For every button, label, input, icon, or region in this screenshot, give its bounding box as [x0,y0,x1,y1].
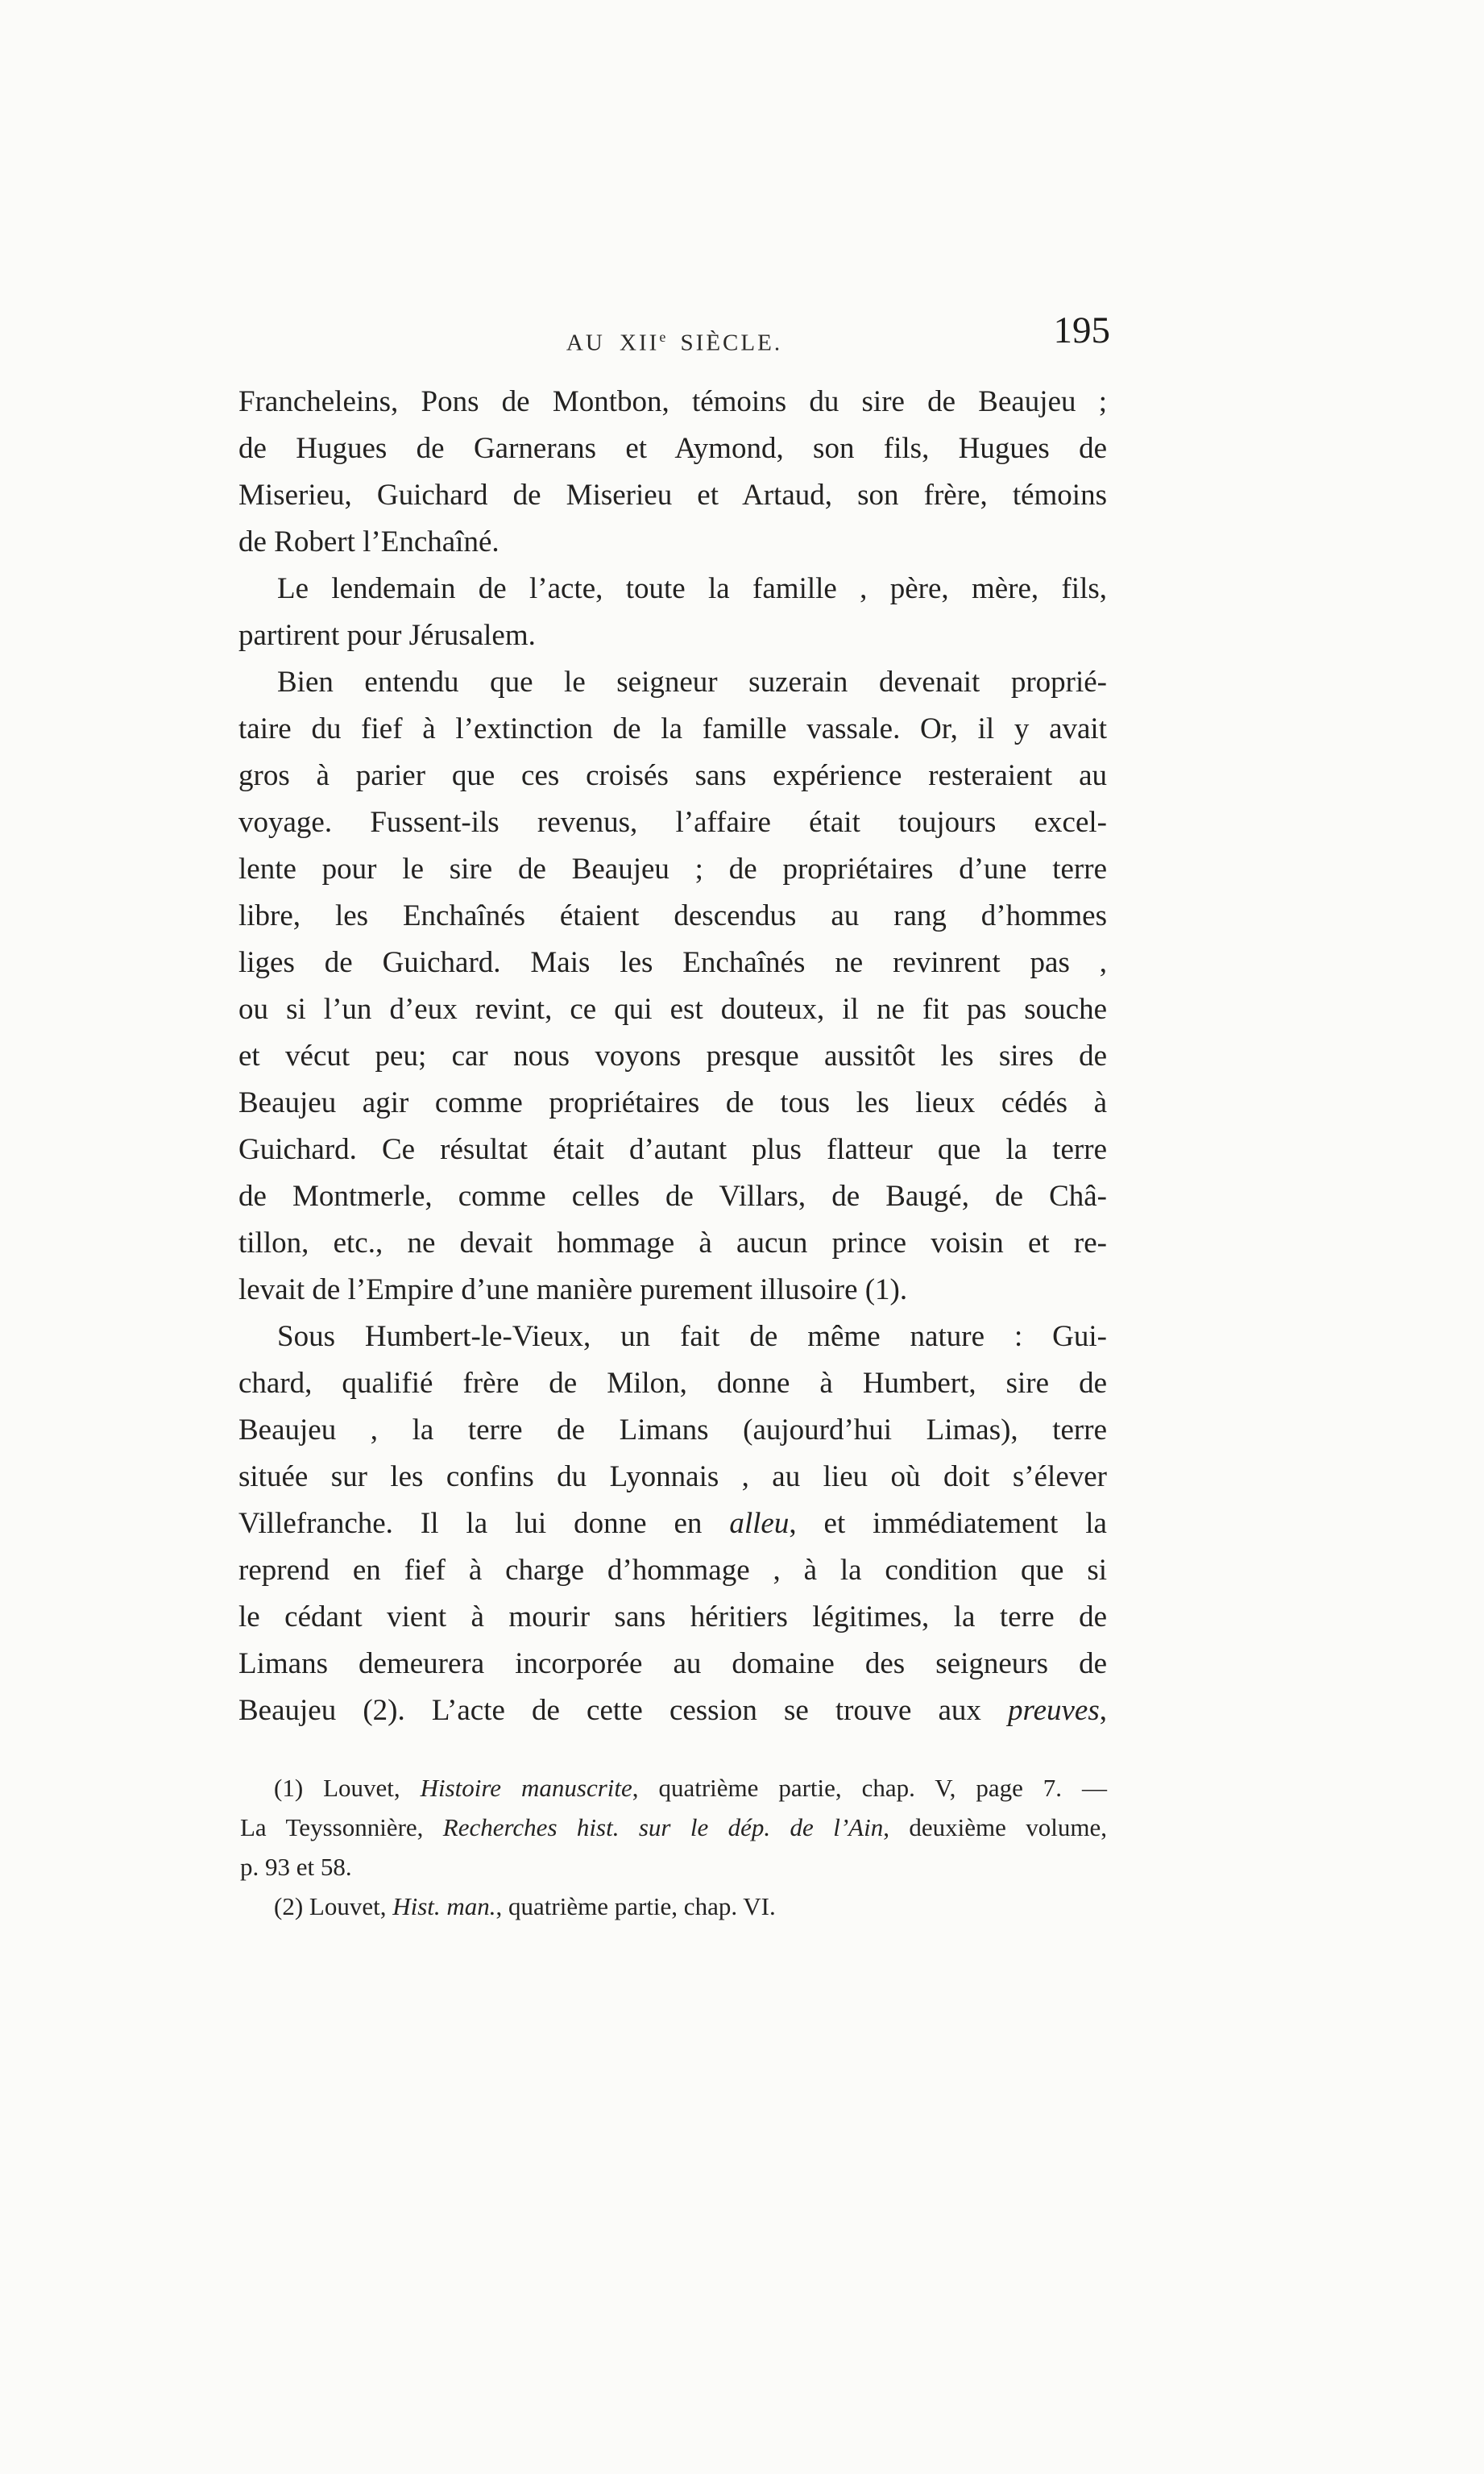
text-segment: gros à parier que ces croisés sans expérience resteraient au [238,759,1107,792]
text-segment: de Montmerle, comme celles de Villars, de Baugé, de Châ- [238,1180,1107,1213]
text-segment: AU XII [566,330,660,356]
text-segment: levait de l’Empire d’une manière purement illusoire (1). [238,1273,908,1306]
text-segment: Recherches hist. sur le dép. de l’Ain [442,1813,884,1841]
text-line [238,659,1107,706]
text-segment: Beaujeu (2). L’acte de cette cession se trouve aux [238,1694,1009,1727]
text-segment: Beaujeu agir comme propriétaires de tous les lieux cédés à [238,1086,1107,1119]
text-segment: , [1099,1694,1107,1727]
text-line [238,1687,1107,1734]
text-line [238,1594,1107,1641]
text-line [238,1267,1107,1314]
text-segment: , quatrième partie, chap. V, page 7. — [632,1774,1107,1802]
text-segment: preuves [1008,1694,1100,1727]
text-line [238,1547,1107,1594]
text-line [238,799,1107,846]
text-line [238,706,1107,753]
footnote-line [240,1887,1107,1926]
footnote-line [240,1847,1107,1887]
text-segment: Beaujeu , la terre de Limans (aujourd’hui Limas), terre [238,1413,1107,1447]
text-line [238,1454,1107,1501]
text-segment: tillon, etc., ne devait hommage à aucun prince voisin et re- [238,1227,1107,1260]
text-line [238,1360,1107,1407]
text-line [238,753,1107,799]
text-segment: Francheleins, Pons de Montbon, témoins du sire de Beaujeu ; [238,385,1107,418]
text-segment: e [659,329,666,345]
text-line [238,1501,1107,1547]
running-head-title [238,316,1110,364]
text-line [238,1314,1107,1360]
text-segment: (1) Louvet, [274,1774,421,1802]
text-segment: lente pour le sire de Beaujeu ; de propriétaires d’une terre [238,853,1107,886]
text-segment: reprend en fief à charge d’hommage , à la condition que si [238,1554,1107,1587]
text-segment: et vécut peu; car nous voyons presque aussitôt les sires de [238,1040,1107,1073]
text-segment: taire du fief à l’extinction de la famille vassale. Or, il y avait [238,712,1107,745]
text-line [238,1033,1107,1080]
text-segment: , quatrième partie, chap. VI. [495,1892,776,1920]
text-line [238,612,1107,659]
text-segment: voyage. Fussent-ils revenus, l’affaire était toujours excel- [238,806,1107,839]
text-line [238,1407,1107,1454]
text-segment: Le lendemain de l’acte, toute la famille , père, mère, fils, [277,572,1107,605]
footnote-line [240,1768,1107,1808]
text-line [238,1173,1107,1220]
text-segment: (2) Louvet, [274,1892,393,1920]
text-segment: Histoire manuscrite [420,1774,632,1802]
text-line [238,1220,1107,1267]
text-line [238,472,1107,519]
footnote-line [240,1808,1107,1847]
text-segment: ou si l’un d’eux revint, ce qui est douteux, il ne fit pas souche [238,993,1107,1026]
text-segment: située sur les confins du Lyonnais , au lieu où doit s’élever [238,1460,1107,1493]
text-segment: chard, qualifié frère de Milon, donne à Humbert, sire de [238,1367,1107,1400]
text-line [238,519,1107,566]
text-segment: Limans demeurera incorporée au domaine des seigneurs de [238,1647,1107,1680]
text-segment: de Robert l’Enchaîné. [238,525,500,558]
text-line [238,940,1107,986]
text-line [238,379,1107,425]
footnotes [240,1768,1107,1926]
text-line [238,846,1107,893]
text-segment: , deuxième volume, [883,1813,1107,1841]
text-segment: alleu [729,1507,790,1540]
text-line [238,1127,1107,1173]
text-segment: Hist. man. [392,1892,496,1920]
text-segment: partirent pour Jérusalem. [238,619,536,652]
text-segment: Guichard. Ce résultat était d’autant plus flatteur que la terre [238,1133,1107,1166]
text-line [238,1641,1107,1687]
body-text [238,379,1107,1734]
scan-noise [0,0,2,2]
text-segment: , et immédiatement la [789,1507,1107,1540]
text-line [238,986,1107,1033]
text-segment: p. 93 et 58. [240,1853,352,1881]
page-number: 195 [1053,309,1110,351]
text-segment: Villefranche. Il la lui donne en [238,1507,730,1540]
text-segment: La Teyssonnière, [240,1813,443,1841]
text-line [238,566,1107,612]
text-line [238,425,1107,472]
text-segment: Sous Humbert-le-Vieux, un fait de même nature : Gui- [277,1320,1107,1353]
text-segment: liges de Guichard. Mais les Enchaînés ne revinrent pas , [238,946,1107,979]
text-line [238,1080,1107,1127]
text-segment: le cédant vient à mourir sans héritiers légitimes, la terre de [238,1600,1107,1633]
text-segment: Miserieu, Guichard de Miserieu et Artaud, son frère, témoins [238,479,1107,512]
text-segment: libre, les Enchaînés étaient descendus au rang d’hommes [238,899,1107,932]
text-line [238,893,1107,940]
text-segment: de Hugues de Garnerans et Aymond, son fils, Hugues de [238,432,1107,465]
text-segment: Bien entendu que le seigneur suzerain devenait proprié- [277,666,1107,699]
text-segment: SIÈCLE. [665,330,783,356]
